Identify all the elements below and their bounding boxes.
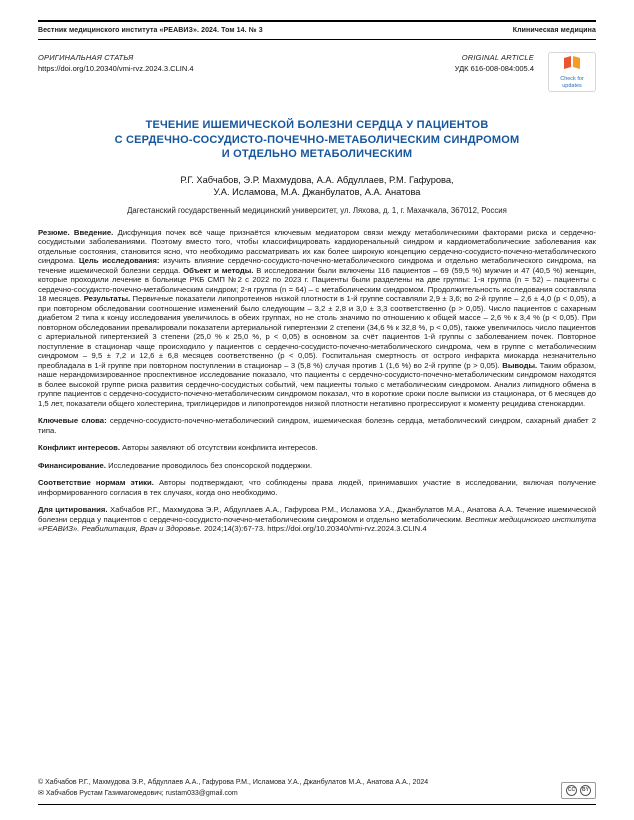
affiliation: Дагестанский государственный медицинский университет, ул. Ляхова, д. 1, г. Махачкала, 367012, Россия <box>127 205 507 215</box>
article-title <box>38 118 596 162</box>
running-head <box>38 22 596 39</box>
cc-license-badge[interactable] <box>561 782 596 799</box>
article-title-line: С СЕРДЕЧНО-СОСУДИСТО-ПОЧЕЧНО-МЕТАБОЛИЧЕСКИМ СИНДРОМОМ <box>114 133 520 146</box>
authors-line: У.А. Исламова, М.А. Джанбулатов, А.А. Анатова <box>213 187 421 197</box>
cc-by-icon: BY <box>580 785 591 796</box>
meta-left-column <box>38 52 455 74</box>
doi-link[interactable]: https://doi.org/10.20340/vmi-rvz.2024.3.CLIN.4 <box>38 64 194 73</box>
conflict-of-interest-paragraph: Конфликт интересов. Авторы заявляют об отсутствии конфликта интересов. <box>38 443 318 452</box>
meta-right-column <box>455 52 534 74</box>
article-type-en: ORIGINAL ARTICLE <box>461 53 534 62</box>
article-meta <box>38 52 596 92</box>
page-footer <box>38 778 596 805</box>
journal-name-header: Вестник медицинского института «РЕАВИЗ». 2024. Том 14. № 3 <box>38 27 263 34</box>
corresponding-author-name: Хабчабов Рустам Газимагомедович; <box>45 789 164 797</box>
contact-line <box>38 789 428 800</box>
article-title-line: ТЕЧЕНИЕ ИШЕМИЧЕСКОЙ БОЛЕЗНИ СЕРДЦА У ПАЦИЕНТОВ <box>145 119 489 131</box>
funding-paragraph: Финансирование. Исследование проводилось без спонсорской поддержки. <box>38 460 313 470</box>
cc-icon: CC <box>566 785 577 796</box>
article-type-ru: ОРИГИНАЛЬНАЯ СТАТЬЯ <box>38 53 134 62</box>
citation-paragraph: Для цитирования. Хабчабов Р.Г., Махмудова Э.Р., Абдуллаев А.А., Гафурова Р.М., Исламова У.А., Джанбулатов М.А., Анатова А.А. Течение ишемической болезни сердца у пациентов с сердечно-сосудисто-почечно-метаболическим синдромом и отдельно метаболическим. Вестник медицинского института «РЕАВИЗ». Реабилитация, Врач и Здоровье. 2024;14(3):67-73. https://doi.org/10.20340/vmi-rvz.2024.3.CLIN.4 <box>38 505 596 533</box>
check-for-updates-badge[interactable] <box>548 52 596 92</box>
email-link[interactable]: rustam033@gmail.com <box>165 789 238 797</box>
copyright-line: © Хабчабов Р.Г., Махмудова Э.Р., Абдуллаев А.А., Гафурова Р.М., Исламова У.А., Джанбулатов М.А., Анатова А.А., 2024 <box>38 779 429 786</box>
abstract-paragraph: Резюме. Введение. Дисфункция почек всё чаще признаётся ключевым медиатором связи между метаболическими факторами риска и сердечно-сосудистыми заболеваниями. Поэтому вместо того, чтобы классифицировать кардиоренальный синдром и кардиометаболические заболевания как отдельные состояния, становится ясно, что необходимо рассматривать их как более широкую концепцию сердечно-сосудисто-почечно-метаболического синдрома. Цель исследования: изучить влияние сердечно-сосудисто-почечно-метаболического синдрома и отдельно метаболического синдрома, на течение ишемической болезни сердца. Объект и методы. В исследовании были включены 116 пациентов – 69 (59,5 %) мужчин и 47 (40,5 %) женщин, которые проходили лечение в больнице РКБ СМП №2 с 2022 по 2023 г. Пациенты были разделены на две группы: 1-я группа (n = 52) – пациенты с сердечно-сосудисто-почечно-метаболическим синдром; 2-я группа (n = 64) – с метаболическим синдромом. Продолжительность исследования составляла 18 месяцев. Результаты. Первичные показатели липопротеинов низкой плотности в 1-й группе составляли 2,9 ± 3,6; во 2-й группе – 2,6 ± 4,0 (p < 0,05), а при повторном обследовании соотношение изменений было следующим – 3,2 ± 2,8 и 3,0 ± 3,3 соответственно (p > 0,05). Число пациентов с сахарным диабетом 2 типа к концу исследования увеличилось в обеих группах, но не столь значимо по отношению к общей массе – 2,6 % к 3,4 % (p < 0,05). При повторном обследовании превалировали показатели артериальной гипертензии 2 степени (34,6 % к 32,8 %, p < 0,05), также увеличилось число пациентов с артериальной гипертензией 3 степени (25,0 % к 25,0 %, p < 0,05) в основном за счёт пациентов 1-й группы с заболеванием почек. Повторное поступление в стационар чаще происходило у пациентов с сердечно-сосудисто-почечно-метаболического синдрома, чем в группе с метаболическим синдромом – 9,5 ± 7,2 и 12,6 ± 6,8 месяцев соответственно (p < 0,05). Госпитальная смертность от острого инфаркта миокарда незначительно преобладала в 1-й группе при повторном поступлении в стационар – 3 (5,8 %) случая против 1 (1,6 %) во 2-й группе (p > 0,05). Выводы. Таким образом, наше нерандомизированное проспективное исследование показало, что пациенты с сердечно-сосудисто-почечно-метаболическим синдромом находятся в более высокой группе риска развития сердечно-сосудистых событий, чем пациенты только с метаболическим синдромом. Анализ липидного обмена в группе пациентов с сердечно-сосудисто-почечно-метаболическим синдромом показал, что в короткие сроки после выписки из стационара, от 6 месяцев до 1,5 лет, показатели общего холестерина, триглицеридов и липопротеидов низкой плотности негативно прогрессируют к моменту рецидива стенокардии. <box>38 227 596 408</box>
crossmark-icon <box>563 56 581 73</box>
article-title-line: И ОТДЕЛЬНО МЕТАБОЛИЧЕСКИМ <box>221 148 413 160</box>
authors-list <box>38 174 596 199</box>
header-rule <box>38 39 596 40</box>
envelope-icon: ✉ <box>38 789 44 797</box>
udk-number: УДК 616-008-084:005.4 <box>454 64 534 73</box>
authors-line: Р.Г. Хабчабов, Э.Р. Махмудова, А.А. Абдуллаев, Р.М. Гафурова, <box>180 174 454 185</box>
bottom-rule <box>38 804 596 805</box>
section-name-header: Клиническая медицина <box>512 27 596 34</box>
ethics-paragraph: Соответствие нормам этики. Авторы подтверждают, что соблюдены права людей, принимавших участие в исследовании, включая получение информированного согласия в тех случаях, когда оно необходимо. <box>38 478 596 497</box>
keywords-paragraph: Ключевые слова: сердечно-сосудисто-почечно-метаболический синдром, ишемическая болезнь сердца, метаболический синдром, сахарный диабет 2 типа. <box>38 416 597 435</box>
check-for-updates-label: Check for updates <box>560 76 584 89</box>
